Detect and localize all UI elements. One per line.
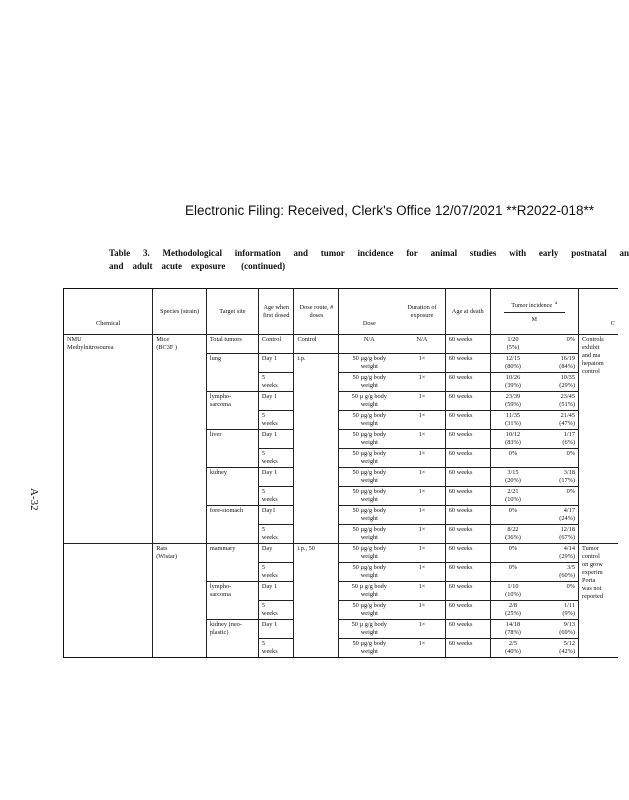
target-site-cell: liver — [206, 430, 258, 468]
tumor-incidence-female-cell: 4/17 (24%) — [535, 506, 578, 525]
age-at-death-cell: 60 weeks — [445, 544, 490, 563]
age-at-death-cell: 60 weeks — [445, 392, 490, 411]
age-first-dosed-cell: 5 weeks — [258, 373, 294, 392]
comment-cell: Tumor control on grow experim Porta was not reported — [578, 544, 618, 658]
tumor-incidence-female-cell: 23/45 (51%) — [535, 392, 578, 411]
caption-line-2: and adult acute exposure (continued) — [109, 261, 286, 271]
dose-cell: 50 µg/g body weight — [339, 449, 399, 468]
tumor-incidence-female-cell: 12/18 (67%) — [535, 525, 578, 544]
caption-line-1 — [109, 247, 629, 260]
tumor-incidence-label: Tumor incidence — [511, 302, 552, 309]
tumor-incidence-male-cell: 11/35 (31%) — [490, 411, 535, 430]
age-first-dosed-cell: Day 1 — [258, 620, 294, 639]
age-at-death-cell: 60 weeks — [445, 582, 490, 601]
age-at-death-cell: 60 weeks — [445, 563, 490, 582]
tumor-incidence-male-cell: 12/15 (80%) — [490, 354, 535, 373]
caption-word: for — [406, 248, 418, 258]
caption-word: 3. — [142, 248, 150, 258]
page-number: A-32 — [28, 488, 40, 511]
header-chemical: Chemical — [64, 289, 153, 335]
caption-word: Methodological — [162, 248, 222, 258]
age-at-death-cell: 60 weeks — [445, 411, 490, 430]
tumor-incidence-male-cell: 0% — [490, 563, 535, 582]
age-at-death-cell: 60 weeks — [445, 430, 490, 449]
age-first-dosed-cell: Day 1 — [258, 430, 294, 449]
age-first-dosed-cell: Day 1 — [258, 468, 294, 487]
header-male: M — [531, 316, 537, 323]
tumor-incidence-female-cell: 4/14 (29%) — [535, 544, 578, 563]
age-at-death-cell: 60 weeks — [445, 468, 490, 487]
target-site-cell: kidney (neo- plastic) — [206, 620, 258, 658]
age-at-death-cell: 60 weeks — [445, 525, 490, 544]
tumor-incidence-female-cell: 3/18 (17%) — [535, 468, 578, 487]
duration-cell: 1× — [399, 563, 445, 582]
duration-cell: 1× — [399, 392, 445, 411]
age-first-dosed-cell: Day 1 — [258, 582, 294, 601]
caption-word: Table — [109, 248, 131, 258]
age-first-dosed-cell: 5 weeks — [258, 639, 294, 658]
caption-word: early — [538, 248, 559, 258]
header-age-first: Age when first dosed — [258, 289, 294, 335]
age-first-dosed-cell: Day — [258, 544, 294, 563]
age-at-death-cell: 60 weeks — [445, 601, 490, 620]
tumor-incidence-male-cell: 14/18 (78%) — [490, 620, 535, 639]
duration-cell: 1× — [399, 506, 445, 525]
caption-word: with — [509, 248, 527, 258]
duration-cell: 1× — [399, 487, 445, 506]
dose-cell: 50 µg/g body weight — [339, 468, 399, 487]
header-target: Target site — [206, 289, 258, 335]
age-first-dosed-cell: 5 weeks — [258, 601, 294, 620]
tumor-incidence-male-cell: 2/8 (25%) — [490, 601, 535, 620]
age-first-dosed-cell: 5 weeks — [258, 449, 294, 468]
duration-cell: 1× — [399, 411, 445, 430]
header-dose: Dose — [339, 289, 399, 335]
dose-route-cell: Control — [294, 335, 339, 354]
tumor-incidence-male-cell: 0% — [490, 544, 535, 563]
target-site-cell: mammary — [206, 544, 258, 582]
caption-word: incidence — [357, 248, 394, 258]
tumor-incidence-female-cell: 16/19 (84%) — [535, 354, 578, 373]
age-at-death-cell: 60 weeks — [445, 354, 490, 373]
tumor-incidence-male-cell: 23/39 (59%) — [490, 392, 535, 411]
tumor-incidence-female-cell: 0% — [535, 449, 578, 468]
dose-cell: 50 µg/g body weight — [339, 487, 399, 506]
dose-cell: 50 µg/g body weight — [339, 373, 399, 392]
target-site-cell: lung — [206, 354, 258, 392]
caption-word: and — [293, 248, 309, 258]
target-site-cell: Total tumors — [206, 335, 258, 354]
tumor-incidence-male-cell: 2/21 (10%) — [490, 487, 535, 506]
tumor-incidence-female-cell: 9/13 (69%) — [535, 620, 578, 639]
caption-word: an — [619, 248, 629, 258]
species-cell: Rats (Wistar) — [153, 544, 207, 658]
table-caption — [109, 247, 629, 273]
dose-cell: 50 µg/g body weight — [339, 354, 399, 373]
target-site-cell: lympho- sarcoma — [206, 582, 258, 620]
age-first-dosed-cell: Control — [258, 335, 294, 354]
duration-cell: 1× — [399, 639, 445, 658]
age-at-death-cell: 60 weeks — [445, 639, 490, 658]
tumor-incidence-female-cell: 0% — [535, 582, 578, 601]
caption-word: postnatal — [571, 248, 607, 258]
age-first-dosed-cell: 5 weeks — [258, 487, 294, 506]
dose-cell: 50 µg/g body weight — [339, 639, 399, 658]
header-dose-route: Dose route, # doses — [294, 289, 339, 335]
caption-word: studies — [469, 248, 497, 258]
dose-cell: 50 µg/g body weight — [339, 411, 399, 430]
duration-cell: N/A — [399, 335, 445, 354]
chemical-cell — [64, 544, 153, 658]
tumor-incidence-male-cell: 1/10 (10%) — [490, 582, 535, 601]
duration-cell: 1× — [399, 525, 445, 544]
target-site-cell: lympho- sarcoma — [206, 392, 258, 430]
target-site-cell: fore-stomach — [206, 506, 258, 544]
header-species: Species (strain) — [153, 289, 207, 335]
age-at-death-cell: 60 weeks — [445, 449, 490, 468]
table-row — [64, 335, 619, 354]
age-at-death-cell: 60 weeks — [445, 335, 490, 354]
tumor-incidence-male-cell: 3/15 (20%) — [490, 468, 535, 487]
age-first-dosed-cell: 5 weeks — [258, 525, 294, 544]
tumor-incidence-female-cell: 3/5 (60%) — [535, 563, 578, 582]
comment-cell: Controls exhibit and ma hepatom control — [578, 335, 618, 544]
dose-cell: 50 µg/g body weight — [339, 525, 399, 544]
age-at-death-cell: 60 weeks — [445, 487, 490, 506]
header-tumor-incidence — [490, 289, 578, 335]
dose-cell: 50 µg/g body weight — [339, 544, 399, 563]
duration-cell: 1× — [399, 373, 445, 392]
dose-cell: 50 µ g/g body weight — [339, 392, 399, 411]
tumor-incidence-male-cell: 10/12 (83%) — [490, 430, 535, 449]
filing-banner: Electronic Filing: Received, Clerk's Office 12/07/2021 **R2022-018** — [185, 203, 595, 218]
duration-cell: 1× — [399, 601, 445, 620]
caption-word: animal — [430, 248, 458, 258]
data-table — [63, 288, 618, 658]
tumor-incidence-female-cell: 5/12 (42%) — [535, 639, 578, 658]
duration-cell: 1× — [399, 449, 445, 468]
tumor-incidence-female-cell: 21/45 (47%) — [535, 411, 578, 430]
age-at-death-cell: 60 weeks — [445, 620, 490, 639]
age-first-dosed-cell: Day 1 — [258, 354, 294, 373]
tumor-incidence-male-cell: 8/22 (36%) — [490, 525, 535, 544]
dose-cell: 50 µg/g body weight — [339, 430, 399, 449]
tumor-incidence-female-cell: 1/17 (6%) — [535, 430, 578, 449]
dose-cell: 50 µg/g body weight — [339, 563, 399, 582]
tumor-incidence-female-cell: 0% — [535, 335, 578, 354]
age-at-death-cell: 60 weeks — [445, 373, 490, 392]
tumor-incidence-female-cell: 1/11 (9%) — [535, 601, 578, 620]
tumor-incidence-male-cell: 0% — [490, 449, 535, 468]
target-site-cell: kidney — [206, 468, 258, 506]
tumor-incidence-male-cell: 2/5 (40%) — [490, 639, 535, 658]
chemical-cell: NMU Methylnitrosourea — [64, 335, 153, 544]
header-cut: C — [578, 289, 618, 335]
dose-cell: N/A — [339, 335, 399, 354]
tumor-incidence-male-cell: 0% — [490, 506, 535, 525]
dose-cell: 50 µg/g body weight — [339, 601, 399, 620]
tumor-incidence-male-cell: 1/20 (5%) — [490, 335, 535, 354]
dose-route-cell: i.p. — [294, 354, 339, 544]
tumor-incidence-female-cell: 10/35 (29%) — [535, 373, 578, 392]
duration-cell: 1× — [399, 582, 445, 601]
duration-cell: 1× — [399, 354, 445, 373]
duration-cell: 1× — [399, 468, 445, 487]
age-at-death-cell: 60 weeks — [445, 506, 490, 525]
duration-cell: 1× — [399, 620, 445, 639]
caption-word: information — [234, 248, 281, 258]
age-first-dosed-cell: 5 weeks — [258, 411, 294, 430]
age-first-dosed-cell: Day1 — [258, 506, 294, 525]
table-body — [64, 335, 619, 658]
species-cell: Mice (BC3F ) — [153, 335, 207, 544]
header-age-death: Age at death — [445, 289, 490, 335]
table-row — [64, 544, 619, 563]
header-duration: Duration of exposure — [399, 289, 445, 335]
duration-cell: 1× — [399, 430, 445, 449]
dose-cell: 50 µ g/g body weight — [339, 620, 399, 639]
age-first-dosed-cell: Day 1 — [258, 392, 294, 411]
dose-cell: 50 µg/g body weight — [339, 506, 399, 525]
tumor-incidence-male-cell: 10/26 (39%) — [490, 373, 535, 392]
duration-cell: 1× — [399, 544, 445, 563]
dose-cell: 50 µ g/g body weight — [339, 582, 399, 601]
age-first-dosed-cell: 5 weeks — [258, 563, 294, 582]
tumor-marker: a — [555, 300, 558, 306]
tumor-incidence-female-cell: 0% — [535, 487, 578, 506]
dose-route-cell: i.p., 50 — [294, 544, 339, 658]
caption-word: tumor — [320, 248, 345, 258]
